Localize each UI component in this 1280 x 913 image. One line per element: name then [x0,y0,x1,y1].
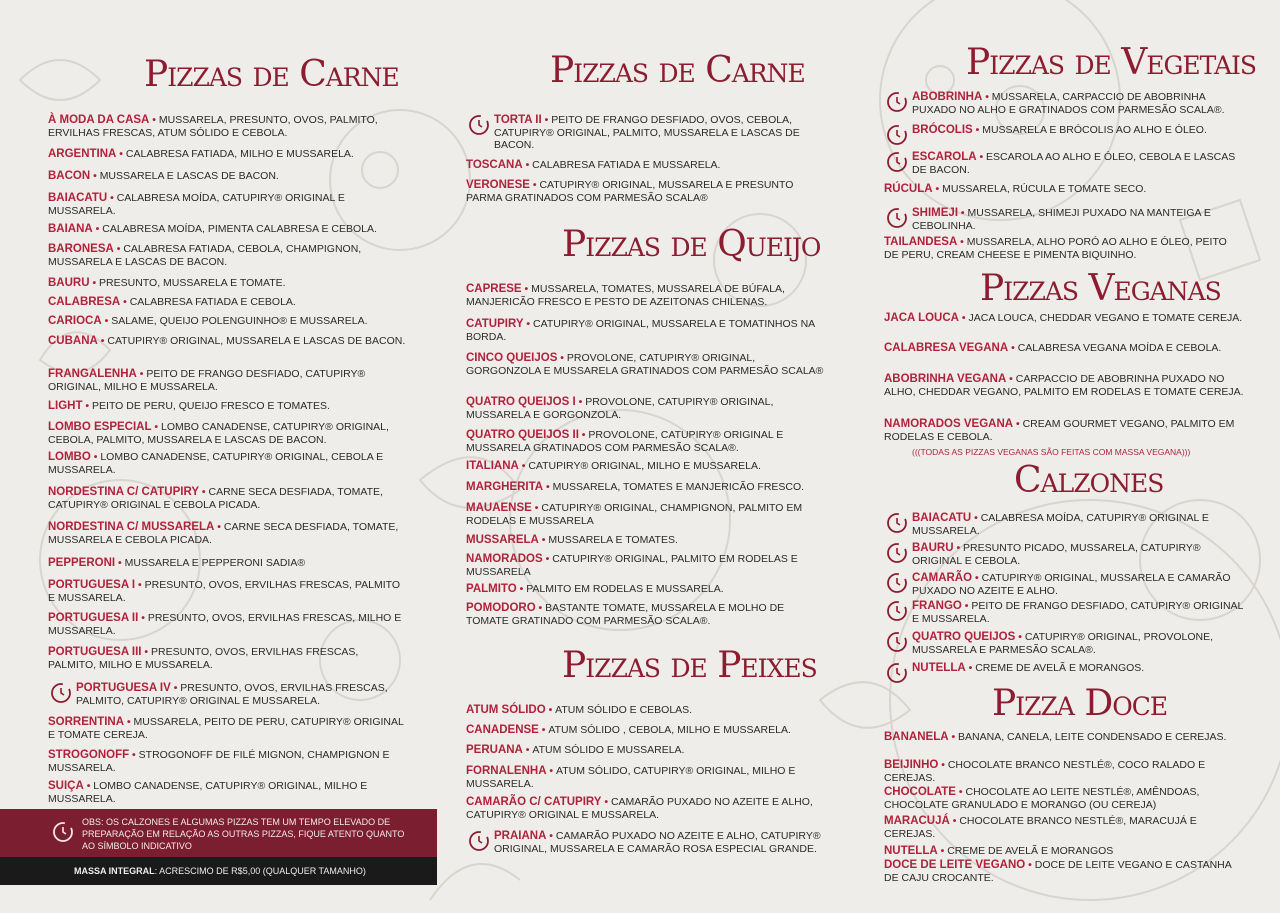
item-name: SHIMEJI [912,207,959,219]
section-title: Calzones [1014,460,1164,501]
separator-dot: • [529,179,540,191]
separator-dot: • [516,583,527,595]
clock-icon [886,151,908,173]
clock-icon [886,600,908,622]
item-name: RÚCULA [884,183,933,195]
item-description: CAMARÃO PUXADO NO AZEITE E ALHO, CATUPIRY® ORIGINAL E MUSSARELA. [466,796,813,821]
separator-dot: • [545,704,556,716]
menu-item [884,542,1244,567]
item-description: CATUPIRY® ORIGINAL, MILHO E MUSSARELA. [528,460,761,472]
menu-item [466,283,826,308]
menu-item [884,512,1244,537]
separator-dot: • [953,542,964,554]
item-name: NAMORADOS [466,553,543,565]
item-description: LOMBO CANADENSE, CATUPIRY® ORIGINAL, CEBOLA, PALMITO, MUSSARELA E LASCAS DE BACON. [48,421,389,446]
item-name: BAIACATU [48,192,108,204]
separator-dot: • [97,335,108,347]
item-name: BAURU [912,542,954,554]
item-description: PEITO DE FRANGO DESFIADO, CATUPIRY® ORIGINAL E MUSSARELA. [912,600,1244,625]
separator-dot: • [972,124,983,136]
item-name: NORDESTINA C/ MUSSARELA [48,521,215,533]
item-name: LOMBO ESPECIAL [48,421,152,433]
item-name: PORTUGUESA II [48,612,139,624]
menu-item [48,170,408,183]
item-description: ATUM SÓLIDO E CEBOLAS. [555,704,693,716]
menu-item [884,91,1244,116]
item-description: BASTANTE TOMATE, MUSSARELA E MOLHO DE TOMATE GRATINADO COM PARMESÃO SCALA®. [466,602,785,627]
menu-item [48,646,408,671]
separator-dot: • [170,682,181,694]
item-name: CAMARÃO [912,572,973,584]
menu-item [884,236,1244,261]
item-name: ABOBRINHA [912,91,983,103]
item-description: CALABRESA MOÍDA, PIMENTA CALABRESA E CEBOLA. [102,223,377,235]
item-description: STROGONOFF DE FILÉ MIGNON, CHAMPIGNON E MUSSARELA. [48,749,390,774]
item-description: PEITO DE FRANGO DESFIADO, OVOS, CEBOLA, CATUPIRY® ORIGINAL, PALMITO, MUSSARELA E LASCAS DE BACON. [494,114,800,151]
menu-item [48,780,408,805]
item-description: CALABRESA VEGANA MOÍDA E CEBOLA. [1017,342,1222,354]
separator-dot: • [578,429,589,441]
menu-item [48,451,408,476]
menu-item [466,724,826,737]
item-description: ATUM SÓLIDO , CEBOLA, MILHO E MUSSARELA. [548,724,791,736]
menu-item [48,716,408,741]
item-description: CARPACCIO DE ABOBRINHA PUXADO NO ALHO, CHEDDAR VEGANO, PALMITO EM RODELAS E TOMATE CEREJA. [884,373,1244,398]
section-title: Pizza Doce [992,683,1168,724]
separator-dot: • [541,114,552,126]
menu-item [48,749,408,774]
item-description: MUSSARELA, PEITO DE PERU, CATUPIRY® ORIGINAL E TOMATE CEREJA. [48,716,404,741]
menu-item [884,342,1244,355]
item-description: DOCE DE LEITE VEGANO E CASTANHA DE CAJU CROCANTE. [884,859,1232,884]
separator-dot: • [135,579,145,591]
item-description: ATUM SÓLIDO, CATUPIRY® ORIGINAL, MILHO E MUSSARELA. [466,765,796,790]
item-description: CALABRESA FATIADA, MILHO E MUSSARELA. [125,148,354,160]
item-description: PALMITO EM RODELAS E MUSSARELA. [526,583,724,595]
menu-item [48,421,408,446]
menu-item [884,786,1244,811]
item-description: MUSSARELA E BRÓCOLIS AO ALHO E ÓLEO. [982,124,1207,136]
separator-dot: • [948,731,959,743]
item-name: BAURU [48,277,90,289]
menu-item [48,192,408,217]
separator-dot: • [101,315,112,327]
menu-item [48,486,408,511]
menu-item [48,557,408,570]
separator-dot: • [120,296,130,308]
item-description: CATUPIRY® ORIGINAL, MUSSARELA E LASCAS DE BACON. [107,335,406,347]
item-name: CATUPIRY [466,318,524,330]
separator-dot: • [958,207,968,219]
separator-dot: • [1006,373,1016,385]
separator-dot: • [149,114,159,126]
separator-dot: • [972,572,982,584]
menu-item [466,583,826,596]
item-name: ABOBRINHA VEGANA [884,373,1007,385]
massa-integral-text: : ACRESCIMO DE R$5,00 (QUALQUER TAMANHO) [154,866,366,876]
item-description: PRESUNTO, MUSSARELA E TOMATE. [99,277,286,289]
item-name: STROGONOFF [48,749,130,761]
separator-dot: • [523,318,534,330]
item-description: PROVOLONE, CATUPIRY® ORIGINAL, GORGONZOLA E MUSSARELA GRATINADOS COM PARMESÃO SCALA® [466,352,824,377]
menu-item [884,124,1244,137]
menu-item [466,602,826,627]
item-name: CARIOCA [48,315,102,327]
item-name: PALMITO [466,583,517,595]
item-name: TORTA II [494,114,542,126]
separator-dot: • [89,277,100,289]
separator-dot: • [965,662,976,674]
item-description: MUSSARELA, SHIMEJI PUXADO NA MANTEIGA E CEBOLINHA. [912,207,1211,232]
item-description: PRESUNTO, OVOS, ERVILHAS FRESCAS, PALMITO, CATUPIRY® ORIGINAL E MUSSARELA. [76,682,388,707]
item-name: BACON [48,170,91,182]
item-description: PROVOLONE, CATUPIRY® ORIGINAL, MUSSARELA E GORGONZOLA. [466,396,774,421]
item-name: LOMBO [48,451,91,463]
item-name: TOSCANA [466,159,523,171]
item-description: ESCAROLA AO ALHO E ÓLEO, CEBOLA E LASCAS DE BACON. [912,151,1236,176]
clock-icon [468,114,490,136]
clock-icon [468,830,490,852]
item-name: MARACUJÁ [884,815,950,827]
menu-item [466,352,826,377]
separator-dot: • [538,534,549,546]
item-description: MUSSARELA E TOMATES. [548,534,678,546]
separator-dot: • [546,765,557,777]
menu-item [466,502,826,527]
menu-item [884,151,1244,176]
separator-dot: • [113,243,124,255]
menu-item [48,277,408,290]
separator-dot: • [518,460,529,472]
separator-dot: • [1025,859,1035,871]
clock-icon [886,572,908,594]
item-name: LIGHT [48,400,83,412]
menu-item [466,481,826,494]
menu-item [48,148,408,161]
item-description: CATUPIRY® ORIGINAL, MUSSARELA E PRESUNTO PARMA GRATINADOS COM PARMESÃO SCALA® [466,179,794,204]
item-name: QUATRO QUEIJOS I [466,396,576,408]
item-name: MUSSARELA [466,534,539,546]
section-title: Pizzas de Carne [550,50,805,91]
separator-dot: • [522,159,533,171]
item-description: CAMARÃO PUXADO NO AZEITE E ALHO, CATUPIRY® ORIGINAL, MUSSARELA E CAMARÃO ROSA ESPECIAL GRANDE. [494,830,821,855]
section-title: Pizzas Veganas [980,268,1221,309]
separator-dot: • [82,400,93,412]
obs-notice [0,809,437,857]
item-description: SALAME, QUEIJO POLENGUINHO® E MUSSARELA. [111,315,368,327]
separator-dot: • [538,724,549,736]
item-description: CATUPIRY® ORIGINAL, CHAMPIGNON, PALMITO EM RODELAS E MUSSARELA [466,502,803,527]
separator-dot: • [138,612,148,624]
menu-item [48,521,408,546]
item-description: CARNE SECA DESFIADA, TOMATE, CATUPIRY® ORIGINAL E CEBOLA PICADA. [48,486,383,511]
clock-icon [886,91,908,113]
clock-icon [886,631,908,653]
menu-item [884,600,1244,625]
separator-dot: • [958,312,969,324]
separator-dot: • [949,815,960,827]
item-name: CINCO QUEIJOS [466,352,558,364]
item-name: DOCE DE LEITE VEGANO [884,859,1026,871]
item-name: BANANELA [884,731,949,743]
item-description: BANANA, CANELA, LEITE CONDENSADO E CEREJAS. [958,731,1227,743]
menu-item [466,396,826,421]
separator-dot: • [521,283,532,295]
item-name: PORTUGUESA III [48,646,142,658]
separator-dot: • [107,192,117,204]
item-name: QUATRO QUEIJOS [912,631,1016,643]
item-description: PRESUNTO PICADO, MUSSARELA, CATUPIRY® ORIGINAL E CEBOLA. [912,542,1201,567]
item-description: MUSSARELA, ALHO PORÓ AO ALHO E ÓLEO, PEITO DE PERU, CREAM CHEESE E PIMENTA BIQUINHO. [884,236,1227,261]
item-description: MUSSARELA, TOMATES E MANJERICÃO FRESCO. [552,481,805,493]
menu-item [884,207,1244,232]
menu-item [48,368,408,393]
item-description: MUSSARELA, PRESUNTO, OVOS, PALMITO, ERVILHAS FRESCAS, ATUM SÓLIDO E CEBOLA. [48,114,378,139]
separator-dot: • [937,845,948,857]
item-name: VERONESE [466,179,530,191]
menu-item [48,579,408,604]
item-description: JACA LOUCA, CHEDDAR VEGANO E TOMATE CEREJA. [968,312,1243,324]
menu-item [48,296,408,309]
separator-dot: • [136,368,147,380]
item-name: BARONESA [48,243,114,255]
menu-item [466,553,826,578]
menu-item [466,318,826,343]
separator-dot: • [1008,342,1018,354]
menu-item [466,159,826,172]
separator-dot: • [601,796,611,808]
menu-item [884,759,1244,784]
menu-item [48,400,408,413]
item-name: CALABRESA VEGANA [884,342,1009,354]
separator-dot: • [92,223,103,235]
item-name: CAPRESE [466,283,522,295]
menu-item [48,114,408,139]
item-name: BAIACATU [912,512,972,524]
separator-dot: • [116,148,126,160]
item-name: POMODORO [466,602,536,614]
item-description: MUSSARELA, RÚCULA E TOMATE SECO. [942,183,1147,195]
item-description: PEITO DE PERU, QUEIJO FRESCO E TOMATES. [92,400,330,412]
item-name: ITALIANA [466,460,519,472]
separator-dot: • [522,744,533,756]
item-description: CATUPIRY® ORIGINAL, MUSSARELA E TOMATINHOS NA BORDA. [466,318,815,343]
item-name: BAIANA [48,223,93,235]
item-name: BEIJINHO [884,759,939,771]
item-description: CALABRESA MOÍDA, CATUPIRY® ORIGINAL E MUSSARELA. [48,192,345,217]
separator-dot: • [546,830,556,842]
item-name: QUATRO QUEIJOS II [466,429,579,441]
item-description: CALABRESA MOÍDA, CATUPIRY® ORIGINAL E MUSSARELA. [912,512,1209,537]
item-name: PEPPERONI [48,557,116,569]
menu-item [884,631,1244,656]
clock-icon [886,207,908,229]
menu-item [884,731,1244,744]
massa-integral-banner [0,857,437,885]
menu-item [884,845,1244,858]
massa-integral-label: MASSA INTEGRAL [74,866,155,876]
item-name: JACA LOUCA [884,312,959,324]
item-name: FRANGO [912,600,962,612]
menu-item [48,223,408,236]
clock-icon [886,512,908,534]
separator-dot: • [543,481,553,493]
item-description: LOMBO CANADENSE, CATUPIRY® ORIGINAL, CEBOLA E MUSSARELA. [48,451,384,476]
separator-dot: • [90,451,101,463]
item-name: CAMARÃO C/ CATUPIRY [466,796,602,808]
separator-dot: • [83,780,94,792]
menu-item [48,682,408,707]
separator-dot: • [957,236,967,248]
item-description: LOMBO CANADENSE, CATUPIRY® ORIGINAL, MILHO E MUSSARELA. [48,780,368,805]
menu-item [466,460,826,473]
item-description: CATUPIRY® ORIGINAL, PROVOLONE, MUSSARELA E PARMESÃO SCALA®. [912,631,1214,656]
item-description: CHOCOLATE BRANCO NESTLÉ®, COCO RALADO E CEREJAS. [884,759,1206,784]
separator-dot: • [982,91,992,103]
item-name: CUBANA [48,335,98,347]
clock-icon [886,542,908,564]
separator-dot: • [115,557,125,569]
separator-dot: • [961,600,972,612]
item-description: PRESUNTO, OVOS, ERVILHAS FRESCAS, MILHO E MUSSARELA. [48,612,402,637]
separator-dot: • [531,502,542,514]
separator-dot: • [214,521,224,533]
item-name: PORTUGUESA IV [76,682,171,694]
menu-item [466,429,826,454]
item-name: CALABRESA [48,296,121,308]
item-description: CREME DE AVELÃ E MORANGOS. [975,662,1145,674]
item-name: PORTUGUESA I [48,579,136,591]
item-name: PRAIANA [494,830,547,842]
menu-item [466,114,826,152]
menu-item [48,612,408,637]
separator-dot: • [199,486,209,498]
menu-item [884,815,1244,840]
separator-dot: • [129,749,139,761]
obs-text: OBS: OS CALZONES E ALGUMAS PIZZAS TEM UM TEMPO ELEVADO DE PREPARAÇÃO EM RELAÇÃO AS OUTRAS PIZZAS, FIQUE ATENTO QUANTO AO SÍMBOLO INDICATIVO [82,817,405,851]
separator-dot: • [955,786,966,798]
item-name: FRANGALENHA [48,368,137,380]
menu-item [884,859,1244,884]
menu-item [466,179,826,204]
menu-item [884,662,1244,675]
menu-item [48,335,408,348]
separator-dot: • [1013,418,1023,430]
item-name: NUTELLA [912,662,966,674]
clock-icon [886,662,908,684]
item-description: CHOCOLATE AO LEITE NESTLÉ®, AMÊNDOAS, CHOCOLATE GRANULADO E MORANGO (OU CEREJA) [884,786,1200,811]
menu-item [466,796,826,821]
separator-dot: • [976,151,987,163]
item-description: CARNE SECA DESFIADA, TOMATE, MUSSARELA E CEBOLA PICADA. [48,521,399,546]
item-description: CALABRESA FATIADA E CEBOLA. [129,296,296,308]
separator-dot: • [124,716,134,728]
item-name: NAMORADOS VEGANA [884,418,1014,430]
item-name: NUTELLA [884,845,938,857]
item-description: PRESUNTO, OVOS, ERVILHAS FRESCAS, PALMITO, MILHO E MUSSARELA. [48,646,359,671]
item-description: CATUPIRY® ORIGINAL, PALMITO EM RODELAS E MUSSARELA [466,553,798,578]
menu-item [466,830,826,855]
menu-item [884,373,1244,398]
item-name: CANADENSE [466,724,539,736]
separator-dot: • [575,396,586,408]
item-name: MARGHERITA [466,481,544,493]
item-name: CHOCOLATE [884,786,956,798]
item-description: PEITO DE FRANGO DESFIADO, CATUPIRY® ORIGINAL, MILHO E MUSSARELA. [48,368,366,393]
section-title: Pizzas de Vegetais [966,42,1257,83]
separator-dot: • [90,170,100,182]
item-description: CALABRESA FATIADA, CEBOLA, CHAMPIGNON, MUSSARELA E LASCAS DE BACON. [48,243,362,268]
menu-item [466,765,826,790]
menu-item [884,312,1244,325]
item-description: CHOCOLATE BRANCO NESTLÉ®, MARACUJÁ E CEREJAS. [884,815,1197,840]
item-description: CATUPIRY® ORIGINAL, MUSSARELA E CAMARÃO PUXADO NO AZEITE E ALHO. [912,572,1231,597]
item-name: ARGENTINA [48,148,117,160]
separator-dot: • [932,183,943,195]
item-description: MUSSARELA, TOMATES, MUSSARELA DE BÚFALA, MANJERICÃO FRESCO E PESTO DE AZEITONAS CHILENAS. [466,283,785,308]
item-description: PROVOLONE, CATUPIRY® ORIGINAL E MUSSARELA GRATINADOS COM PARMESÃO SCALA®. [466,429,784,454]
separator-dot: • [141,646,152,658]
clock-icon [886,124,908,146]
section-title: Pizzas de Carne [144,54,399,95]
item-description: ATUM SÓLIDO E MUSSARELA. [532,744,685,756]
separator-dot: • [938,759,948,771]
menu-item [884,418,1244,443]
item-description: MUSSARELA, CARPACCIO DE ABOBRINHA PUXADO NO ALHO E GRATINADOS COM PARMESÃO SCALA®. [912,91,1225,116]
item-description: PRESUNTO, OVOS, ERVILHAS FRESCAS, PALMITO E MUSSARELA. [48,579,400,604]
clock-icon [50,682,72,704]
menu-item [466,534,826,547]
clock-icon [52,821,74,843]
menu-item [48,243,408,268]
item-name: SUIÇA [48,780,84,792]
section-title: Pizzas de Peixes [562,645,817,686]
item-description: CREAM GOURMET VEGANO, PALMITO EM RODELAS E CEBOLA. [884,418,1235,443]
item-name: PERUANA [466,744,523,756]
separator-dot: • [971,512,981,524]
separator-dot: • [542,553,553,565]
menu-item [884,183,1244,196]
item-name: TAILANDESA [884,236,958,248]
item-name: NORDESTINA C/ CATUPIRY [48,486,199,498]
separator-dot: • [557,352,567,364]
item-name: ESCAROLA [912,151,977,163]
item-name: ATUM SÓLIDO [466,704,546,716]
item-name: BRÓCOLIS [912,124,973,136]
vegan-note: (((TODAS AS PIZZAS VEGANAS SÃO FEITAS COM MASSA VEGANA))) [912,447,1191,457]
separator-dot: • [151,421,162,433]
item-name: À MODA DA CASA [48,114,150,126]
menu-item [884,572,1244,597]
separator-dot: • [535,602,546,614]
section-title: Pizzas de Queijo [562,224,821,265]
item-description: CREME DE AVELÃ E MORANGOS [947,845,1114,857]
item-description: CALABRESA FATIADA E MUSSARELA. [532,159,721,171]
item-description: MUSSARELA E PEPPERONI SADIA® [124,557,306,569]
item-description: MUSSARELA E LASCAS DE BACON. [99,170,279,182]
menu-item [466,744,826,757]
menu-item [466,704,826,717]
item-name: SORRENTINA [48,716,125,728]
item-name: MAUAENSE [466,502,532,514]
separator-dot: • [1015,631,1025,643]
menu-item [48,315,408,328]
item-name: FORNALENHA [466,765,547,777]
